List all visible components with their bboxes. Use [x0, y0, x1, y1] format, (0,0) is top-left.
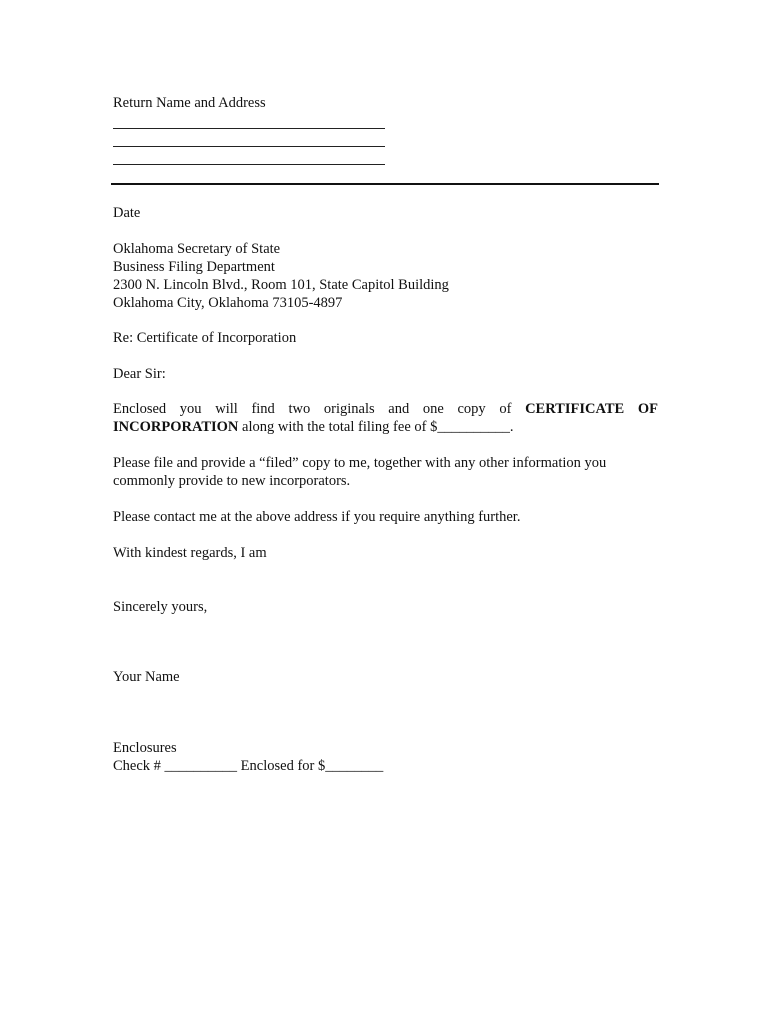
paragraph-enclosed	[113, 400, 658, 436]
check-enclosed-line: Check # __________ Enclosed for $________	[113, 758, 384, 774]
paragraph-file-line-1: Please file and provide a “filed” copy to me, together with any other information you	[113, 455, 607, 471]
re-line: Re: Certificate of Incorporation	[113, 330, 297, 346]
recipient-line-4: Oklahoma City, Oklahoma 73105-4897	[113, 295, 343, 311]
paragraph-enclosed-line-2: INCORPORATION along with the total filing fee of $__________.	[113, 419, 514, 435]
paragraph-contact: Please contact me at the above address if you require anything further.	[113, 509, 521, 525]
date-label: Date	[113, 205, 141, 221]
incorporation-bold: INCORPORATION	[113, 419, 239, 435]
header-divider	[111, 183, 659, 185]
recipient-line-2: Business Filing Department	[113, 259, 275, 275]
signature-name: Your Name	[113, 669, 180, 685]
return-address-line-2[interactable]	[113, 146, 385, 147]
salutation: Dear Sir:	[113, 366, 166, 382]
enclosures-label: Enclosures	[113, 740, 177, 756]
closing-line: Sincerely yours,	[113, 599, 208, 615]
certificate-of-bold: CERTIFICATE OF	[525, 401, 659, 417]
paragraph-file-line-2: commonly provide to new incorporators.	[113, 473, 351, 489]
return-address-heading: Return Name and Address	[113, 95, 266, 111]
regards-line: With kindest regards, I am	[113, 545, 267, 561]
recipient-line-1: Oklahoma Secretary of State	[113, 241, 281, 257]
paragraph-enclosed-line-1: Enclosed you will find two originals and one copy of CERTIFICATE OF	[113, 401, 659, 417]
recipient-line-3: 2300 N. Lincoln Blvd., Room 101, State Capitol Building	[113, 277, 449, 293]
return-address-line-1[interactable]	[113, 128, 385, 129]
return-address-line-3[interactable]	[113, 164, 385, 165]
